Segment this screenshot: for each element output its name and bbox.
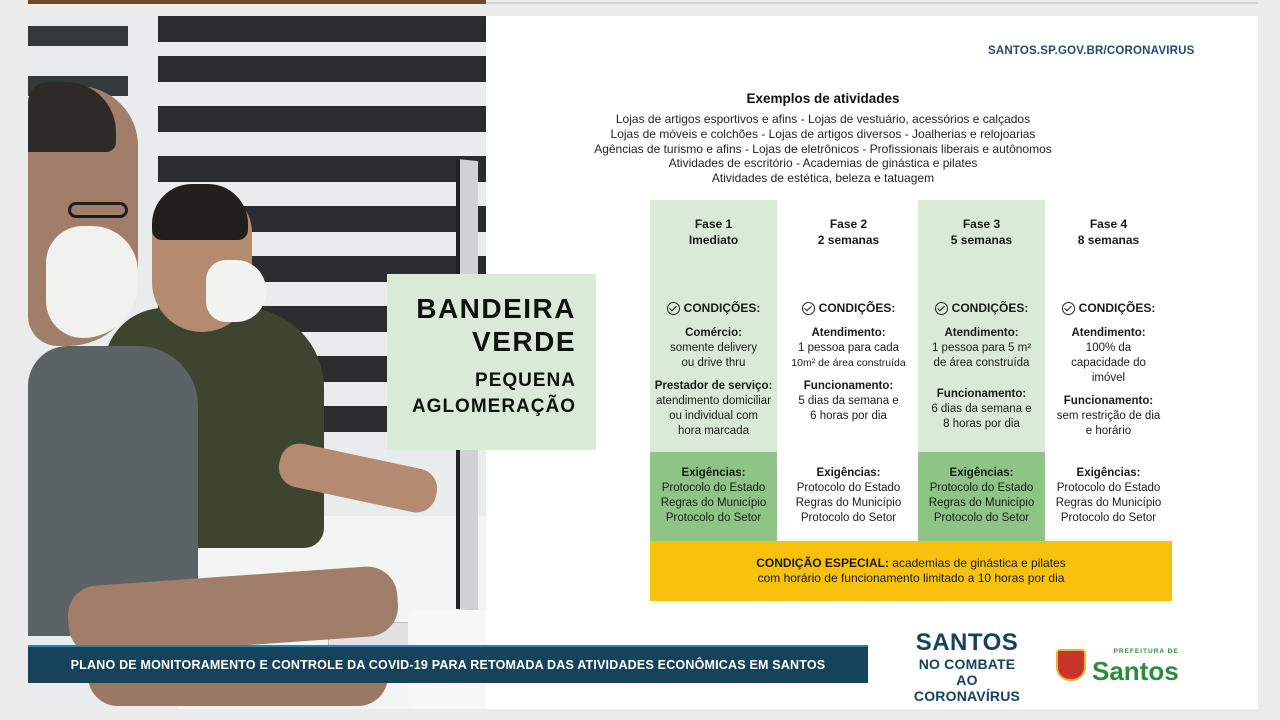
requirements-title: Exigências: <box>1076 467 1141 479</box>
top-photo-strip <box>28 0 486 4</box>
condition-line: 8 horas por dia <box>943 418 1020 430</box>
requirements <box>1045 452 1172 542</box>
person-back-hair <box>152 184 248 240</box>
phase-column-4 <box>1045 200 1172 542</box>
conditions-label <box>918 296 1045 320</box>
phase-header <box>918 200 1045 296</box>
window-blind <box>28 26 128 46</box>
requirement-line: Protocolo do Estado <box>1056 482 1161 494</box>
condition-title: Prestador de serviço: <box>654 380 773 392</box>
condition-line: somente delivery <box>670 342 757 354</box>
phase-period: 8 semanas <box>1077 233 1140 247</box>
prefeitura-logo-small: PREFEITURA DE <box>1113 648 1179 655</box>
condition-line: 100% da <box>1085 342 1132 354</box>
flag-subtitle-line: PEQUENA <box>475 370 576 391</box>
condition-line: 10m² de área construída <box>791 357 906 369</box>
campaign-logo <box>908 630 1026 704</box>
requirement-line: Regras do Município <box>660 497 767 509</box>
phase-header <box>650 200 777 296</box>
condition-line: ou individual com <box>669 410 758 422</box>
special-condition-label: CONDIÇÃO ESPECIAL: <box>756 556 889 570</box>
example-line: Atividades de escritório - Academias de ginástica e pilates <box>668 156 978 171</box>
condition-line: 1 pessoa para 5 m² <box>931 342 1032 354</box>
example-line: Lojas de móveis e colchões - Lojas de artigos diversos - Joalherias e relojoarias <box>610 126 1036 141</box>
requirement-line: Protocolo do Estado <box>929 482 1034 494</box>
prefeitura-logo <box>1056 646 1179 684</box>
condition-line: sem restrição de dia <box>1056 410 1161 422</box>
top-divider <box>486 2 1258 4</box>
face-mask <box>206 260 266 322</box>
condition-title: Funcionamento: <box>1063 395 1154 407</box>
conditions-label <box>785 296 912 320</box>
conditions-text: CONDIÇÕES: <box>1078 300 1156 315</box>
requirements-title: Exigências: <box>816 467 881 479</box>
phase-period: 5 semanas <box>950 233 1013 247</box>
condition-line: imóvel <box>1091 372 1126 384</box>
phase-name: Fase 2 <box>829 217 868 231</box>
conditions-body <box>785 320 912 452</box>
examples-title: Exemplos de atividades <box>746 91 900 106</box>
condition-line: 6 horas por dia <box>810 410 887 422</box>
check-circle-icon <box>1062 302 1075 315</box>
prefeitura-logo-text <box>1092 646 1179 684</box>
requirement-line: Protocolo do Setor <box>800 512 897 524</box>
campaign-logo-line: SANTOS <box>915 629 1019 656</box>
window-blind <box>158 56 486 82</box>
condition-line: e horário <box>1085 425 1132 437</box>
prefeitura-logo-name: Santos <box>1092 656 1179 686</box>
phase-header <box>1045 200 1172 296</box>
flag-title: VERDE <box>472 326 576 357</box>
check-circle-icon <box>802 302 815 315</box>
flag-subtitle <box>387 368 576 420</box>
requirement-line: Protocolo do Setor <box>933 512 1030 524</box>
check-circle-icon <box>667 302 680 315</box>
campaign-logo-line: AO CORONAVÍRUS <box>913 672 1021 704</box>
requirement-line: Regras do Município <box>1055 497 1162 509</box>
requirements <box>918 452 1045 542</box>
website-url: SANTOS.SP.GOV.BR/CORONAVIRUS <box>988 45 1195 57</box>
window-blind <box>158 106 486 132</box>
condition-line: 6 dias da semana e <box>931 403 1032 415</box>
window-blind <box>158 16 486 42</box>
requirement-line: Protocolo do Estado <box>661 482 766 494</box>
city-crest-icon <box>1056 649 1086 681</box>
condition-title: Comércio: <box>685 327 742 339</box>
requirement-line: Protocolo do Estado <box>796 482 901 494</box>
requirements <box>785 452 912 542</box>
flag-label-box <box>387 274 596 450</box>
phase-period: 2 semanas <box>817 233 880 247</box>
condition-title: Atendimento: <box>1071 327 1146 339</box>
flag-subtitle-line: AGLOMERAÇÃO <box>411 396 576 417</box>
condition-line: 5 dias da semana e <box>798 395 899 407</box>
conditions-text: CONDIÇÕES: <box>818 300 896 315</box>
phase-column-3 <box>918 200 1045 542</box>
requirements-title: Exigências: <box>681 467 746 479</box>
phase-header <box>785 200 912 296</box>
requirement-line: Regras do Município <box>928 497 1035 509</box>
special-condition <box>650 541 1172 601</box>
conditions-text: CONDIÇÕES: <box>951 300 1029 315</box>
campaign-logo-line: NO COMBATE <box>918 656 1016 672</box>
requirement-line: Protocolo do Setor <box>1060 512 1157 524</box>
conditions-label <box>1045 296 1172 320</box>
example-line: Lojas de artigos esportivos e afins - Lojas de vestuário, acessórios e calçados <box>615 112 1031 126</box>
requirements <box>650 452 777 542</box>
requirement-line: Regras do Município <box>795 497 902 509</box>
example-line: Agências de turismo e afins - Lojas de eletrônicos - Profissionais liberais e autônomos <box>594 141 1052 156</box>
conditions-body <box>650 320 777 452</box>
condition-line: hora marcada <box>678 425 749 437</box>
special-condition-text: academias de ginástica e pilates <box>888 556 1066 570</box>
condition-title: Atendimento: <box>944 327 1019 339</box>
window-blind <box>158 156 486 182</box>
info-card <box>28 16 1258 709</box>
phase-name: Fase 3 <box>962 217 1001 231</box>
conditions-body <box>918 320 1045 452</box>
special-condition-text: com horário de funcionamento limitado a 10 horas por dia <box>757 571 1065 585</box>
examples-list <box>528 112 1118 186</box>
condition-line: de área construída <box>933 357 1030 369</box>
condition-line: ou drive thru <box>681 357 746 369</box>
phase-period: Imediato <box>688 233 739 247</box>
phase-column-1 <box>650 200 777 542</box>
condition-title: Funcionamento: <box>936 388 1027 400</box>
requirement-line: Protocolo do Setor <box>665 512 762 524</box>
phase-column-2 <box>785 200 912 542</box>
condition-title: Funcionamento: <box>803 380 894 392</box>
check-circle-icon <box>935 302 948 315</box>
requirements-title: Exigências: <box>949 467 1014 479</box>
face-mask <box>46 226 138 338</box>
condition-line: capacidade do <box>1071 357 1146 369</box>
plan-banner: PLANO DE MONITORAMENTO E CONTROLE DA COVID-19 PARA RETOMADA DAS ATIVIDADES ECONÔMICAS EM SANTOS <box>28 647 868 683</box>
conditions-body <box>1045 320 1172 452</box>
flag-title: BANDEIRA <box>416 293 576 324</box>
phase-name: Fase 4 <box>1089 217 1128 231</box>
conditions-label <box>650 296 777 320</box>
phase-name: Fase 1 <box>694 217 733 231</box>
condition-line: atendimento domiciliar <box>655 395 772 407</box>
condition-line: 1 pessoa para cada <box>797 342 900 354</box>
example-line: Atividades de estética, beleza e tatuagem <box>711 171 935 186</box>
condition-title: Atendimento: <box>811 327 886 339</box>
conditions-text: CONDIÇÕES: <box>683 300 761 315</box>
glasses <box>68 202 128 218</box>
